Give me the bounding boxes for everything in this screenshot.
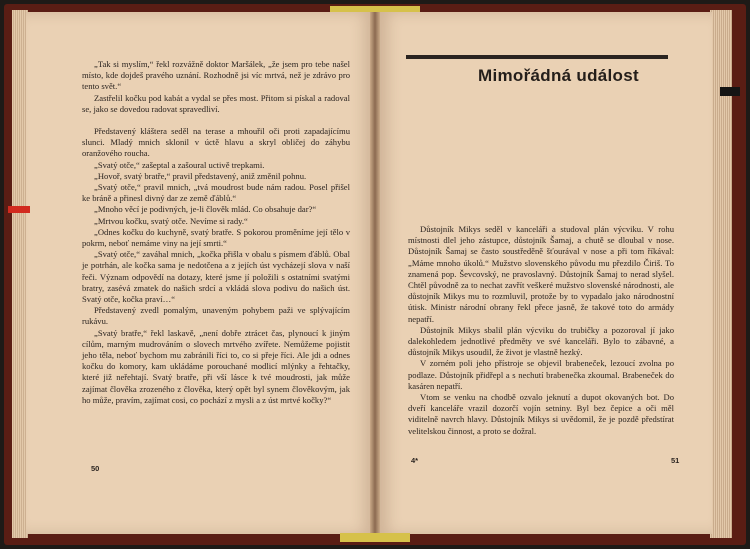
paragraph: „Mrtvou kočku, svatý otče. Nevíme si rady.“ bbox=[94, 215, 248, 226]
section-gap bbox=[82, 115, 350, 126]
book-gutter bbox=[370, 12, 380, 534]
paragraph: „Hovoř, svatý bratře,“ pravil představený, aniž změnil pohnu. bbox=[94, 170, 307, 181]
paragraph: V zorném poli jeho přístroje se objevil brabeneček, lezoucí zvolna po podlaze. Důstojník přidřepl a s nechutí brabenečka zkoumal. Brabeneček do kasáren nepatří. bbox=[408, 358, 674, 391]
signature-mark: 4* bbox=[411, 456, 419, 465]
chapter-title: Mimořádná událost bbox=[478, 66, 639, 85]
paragraph: „Odnes kočku do kuchyně, svatý bratře. S pokorou proměníme její tělo v pokrm, neboť nemáme viny na její smrti.“ bbox=[82, 226, 350, 249]
paragraph: „Tak si myslím,“ řekl rozvážně doktor Maršálek, „že jsem pro tebe našel místo, kde dojdeš pravého uznání. Rozhodně jsi víc mrtvá, než je zdrávo pro tento svět.“ bbox=[82, 59, 350, 92]
paragraph: Vtom se venku na chodbě ozvalo jeknutí a dupot okovaných bot. Do dveří kanceláře vrazil dozorčí vojín setniny. Byl bez čepice a oči měl viditelně navrch hlavy. Důstojník Mikys si uvědomil, že je pozdě předstírat velitelskou činnost, a proto se dožral. bbox=[408, 392, 674, 436]
chapter-title-rule bbox=[406, 55, 668, 59]
left-page-body bbox=[82, 59, 350, 406]
paragraph: Zastřelil kočku pod kabát a vydal se přes most. Přitom si pískal a radoval se, jako se dovedou radovat spravedliví. bbox=[82, 92, 350, 114]
paragraph: Představený kláštera seděl na terase a mhouřil oči proti zapadajícímu slunci. Mladý mnich sklonil v úctě hlavu a skryl obličej do záhybu oranžového roucha. bbox=[82, 126, 350, 159]
paragraph: „Svatý otče,“ pravil mnich, „tvá moudrost bude nám radou. Posel přišel ke bráně a přinesl divný dar ze země ďáblů.“ bbox=[82, 182, 350, 204]
right-page-body bbox=[408, 224, 674, 437]
red-bookmark-tab bbox=[8, 206, 30, 213]
paragraph: „Svatý otče,“ zaváhal mnich, „kočka přišla v obalu s písmem ďáblů. Obal je potrhán, ale kočka sama je nedotčena a z jejích úst vycházejí slova v naší řeči. Význam odpovědí na dotazy, které jsme jí položili s ostatními svatými bratry, zasévá zmatek do našich srdcí a vkládá slova podivu do našich úst. Svatý otče, kočka praví…“ bbox=[82, 249, 350, 305]
page-number-right: 51 bbox=[671, 456, 680, 465]
black-bookmark-tab bbox=[720, 87, 740, 96]
paragraph: „Mnoho věcí je podivných, je-li člověk mlád. Co obsahuje dar?“ bbox=[94, 204, 317, 215]
paragraph: Důstojník Mikys seděl v kanceláři a studoval plán výcviku. V rohu místnosti dlel jeho zástupce, důstojník Šamaj, a chutě se dloubal v nose. Důstojník Šamaj se často soustředěně šťourával v nose a při tom říkával: „Máme mnoho úkolů.“ Mužstvo slovenského původu mu přezdilo Čiriš. To znamená pop. Ševcovský, ne pravoslavný. Důstojník Šamaj to nerad slyšel. Chtěl původně za to nechat zavřít veškeré mužstvo slovenské národnosti, ale důstojník Mikys mu to rozmluvil, protože by to vypadalo jako národnostní útisk. Ministr národní obrany řekl přece jasně, že takové toto do armády nepatří. bbox=[408, 224, 674, 324]
paragraph: „Svatý otče,“ zašeptal a zašoural uctivě trepkami. bbox=[94, 159, 265, 170]
page-number-left: 50 bbox=[91, 464, 100, 473]
paragraph: Představený zvedl pomalým, unaveným pohybem paži ve splývajícím rukávu. bbox=[82, 305, 350, 327]
paragraph: Důstojník Mikys sbalil plán výcviku do trubičky a pozoroval jí jako dalekohledem jednotlivé předměty ve své kanceláři. Bylo to zábavné, a důstojník Mikys usoudil, že život je vlastně hezký. bbox=[408, 324, 674, 358]
paragraph: „Svatý bratře,“ řekl laskavě, „není dobře ztrácet čas, plynoucí k jiným cílům, marným mudrováním o slovech mrtvého zvířete. Nemůžeme pojistit jeho těla, neboť bychom mu zabránili říci to, co si přeje říci. Ale jdi a odnes kočku do komory, kam ukládáme porouchané modlicí mlýnky a řehtačky, které již neřehtají. Svatý bratře, při vší lásce k tvé moudrosti, jak může zajímat člověka zrozeného z člověka, který opět byl synem člověkovým, jak ho může, pravím, zajímat cosi, co pochází z mysli a z úst mrtvé kočky?“ bbox=[82, 327, 350, 405]
spine-bottom-band bbox=[340, 533, 410, 542]
